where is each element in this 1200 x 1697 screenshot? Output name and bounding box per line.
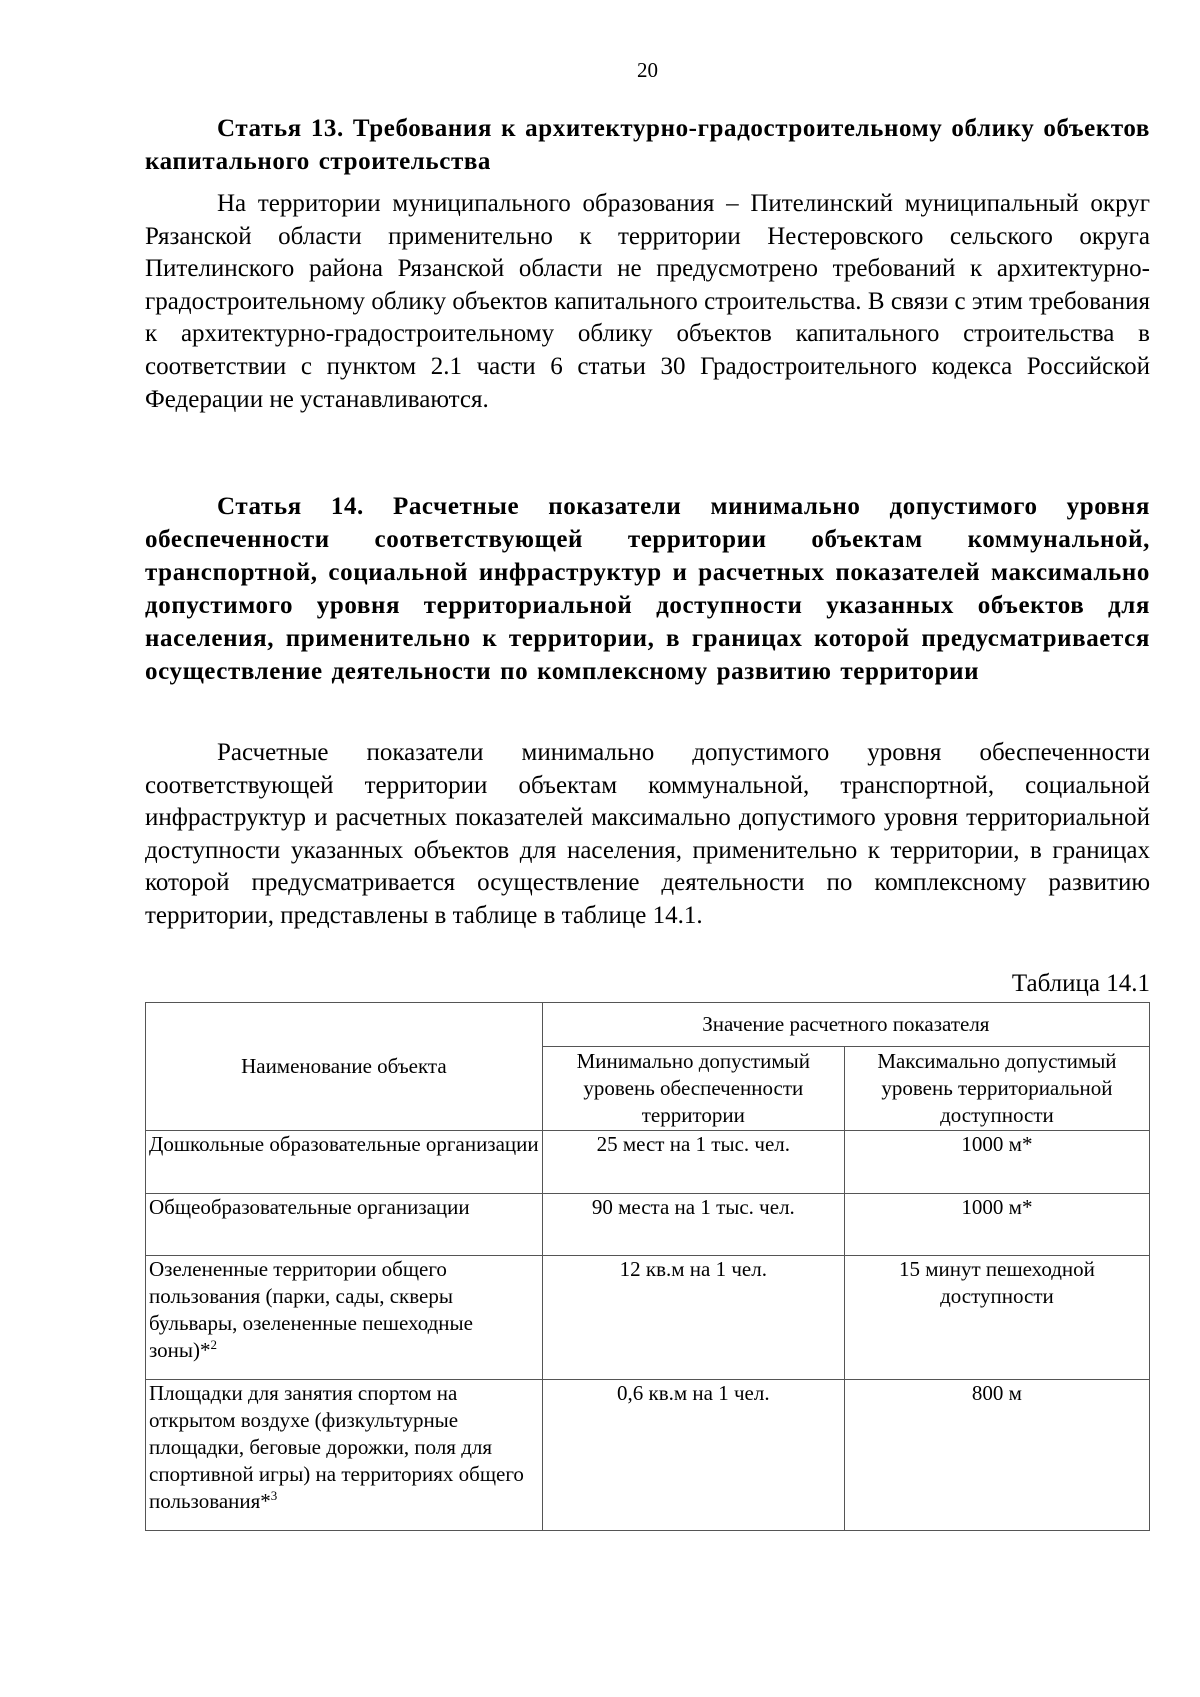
header-indicator-value: Значение расчетного показателя (542, 1003, 1149, 1047)
header-object-name: Наименование объекта (146, 1003, 543, 1131)
footnote-marker: 3 (270, 1488, 278, 1503)
page-number: 20 (637, 58, 658, 82)
row-object-name (146, 1194, 543, 1256)
row-object-name (146, 1380, 543, 1531)
header-max-level: Максимально допустимый уровень территориальной доступности (844, 1047, 1149, 1131)
row-max-value: 1000 м* (844, 1131, 1149, 1194)
article-14-heading: Статья 14. Расчетные показатели минимально допустимого уровня обеспеченности соответствующей территории объектам коммунальной, транспортной, социальной инфраструктур и расчетных показателей максимально допустимого уровня территориальной доступности указанных объектов для населения, применительно к территории, в границах которой предусматривается осуществление деятельности по комплексному развитию территории (145, 493, 1150, 685)
row-object-name (146, 1131, 543, 1194)
table-caption: Таблица 14.1 (1011, 970, 1150, 997)
header-min-level: Минимально допустимый уровень обеспеченности территории (542, 1047, 844, 1131)
row-object-name-text: Площадки для занятия спортом на открытом воздухе (физкультурные площадки, беговые дорожки, поля для спортивной игры) на территориях общего пользования* (149, 1381, 524, 1513)
row-min-value: 90 места на 1 тыс. чел. (542, 1194, 844, 1256)
table-row (146, 1131, 1150, 1194)
article-13-heading: Статья 13. Требования к архитектурно-градостроительному облику объектов капитального строительства (145, 115, 1150, 175)
row-object-name-text: Озелененные территории общего пользования (парки, сады, скверы бульвары, озелененные пешеходные зоны)* (149, 1257, 473, 1362)
row-min-value: 25 мест на 1 тыс. чел. (542, 1131, 844, 1194)
row-max-value: 15 минут пешеходной доступности (844, 1256, 1149, 1380)
row-max-value: 800 м (844, 1380, 1149, 1531)
table-row (146, 1256, 1150, 1380)
row-min-value: 0,6 кв.м на 1 чел. (542, 1380, 844, 1531)
row-object-name-text: Общеобразовательные организации (149, 1195, 470, 1219)
row-max-value: 1000 м* (844, 1194, 1149, 1256)
table-row (146, 1194, 1150, 1256)
row-object-name (146, 1256, 543, 1380)
article-14-body: Расчетные показатели минимально допустимого уровня обеспеченности соответствующей территории объектам коммунальной, транспортной, социальной инфраструктур и расчетных показателей максимально допустимого уровня территориальной доступности указанных объектов для населения, применительно к территории, в границах которой предусматривается осуществление деятельности по комплексному развитию территории, представлены в таблице в таблице 14.1. (145, 739, 1150, 929)
footnote-marker: 2 (210, 1337, 218, 1352)
row-object-name-text: Дошкольные образовательные организации (149, 1132, 539, 1156)
indicators-table (145, 1002, 1150, 1531)
row-min-value: 12 кв.м на 1 чел. (542, 1256, 844, 1380)
table-row (146, 1380, 1150, 1531)
article-13-body: На территории муниципального образования – Пителинский муниципальный округ Рязанской области применительно к территории Нестеровского сельского округа Пителинского района Рязанской области не предусмотрено требований к архитектурно-градостроительному облику объектов капитального строительства. В связи с этим требования к архитектурно-градостроительному облику объектов капитального строительства в соответствии с пунктом 2.1 части 6 статьи 30 Градостроительного кодекса Российской Федерации не устанавливаются. (145, 190, 1150, 413)
